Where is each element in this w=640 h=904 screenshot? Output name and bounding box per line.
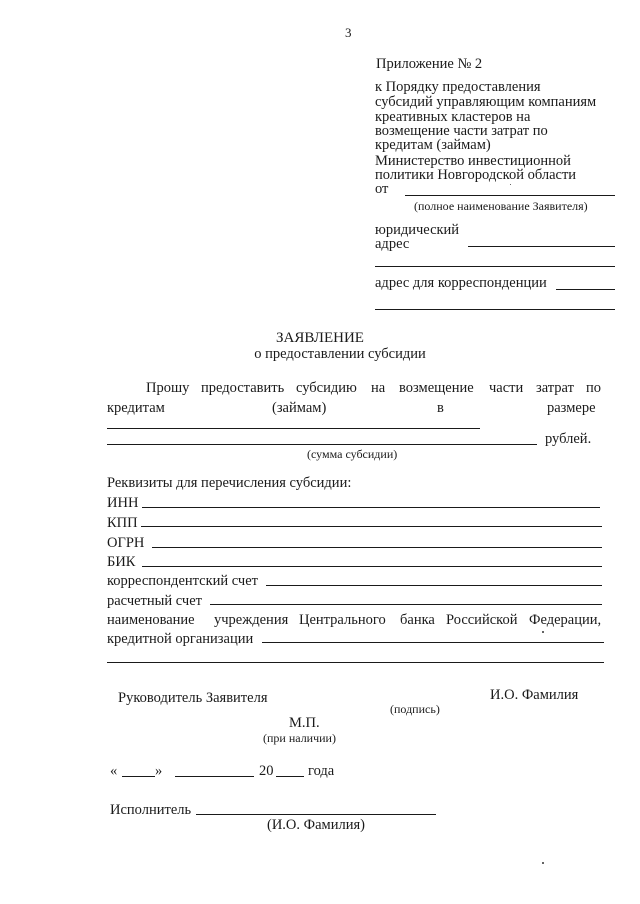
amount-line-2[interactable] [107,444,537,445]
addressee-line-1: Министерство инвестиционной [375,153,571,169]
kpp-label: КПП [107,515,138,531]
executor-caption: (И.О. Фамилия) [267,817,365,833]
legal-address-line-2[interactable] [375,266,615,267]
amount-caption: (сумма субсидии) [307,447,398,461]
ogrn-field[interactable] [152,547,602,548]
bank-word: Российской [446,612,518,628]
date-year-prefix: 20 [259,763,274,779]
request-word: в [437,400,444,416]
signature-caption: (подпись) [390,702,440,716]
credit-org-field[interactable] [262,642,604,643]
credit-org-field-2[interactable] [107,662,604,663]
bank-word: Федерации, [529,612,602,628]
correspondence-address-label: адрес для корреспонденции [375,275,547,291]
ogrn-label: ОГРН [107,535,145,551]
legal-address-label-1: юридический [375,222,460,238]
appendix-line-5: кредитам (займам) [375,137,491,153]
inn-field[interactable] [142,507,600,508]
date-open-quote: « [110,763,118,779]
request-word: части [489,380,524,396]
appendix-line-4: возмещение части затрат по [375,123,548,139]
correspondence-address-line-1[interactable] [556,289,615,290]
settlement-account-label: расчетный счет [107,593,202,609]
request-word: размере [547,400,596,416]
request-word: субсидию [296,380,357,396]
inn-label: ИНН [107,495,139,511]
date-year-suffix: года [308,763,335,779]
request-word: кредитам [107,400,165,416]
request-word: затрат [536,380,574,396]
page-number: 3 [345,25,352,40]
applicant-name-line[interactable] [405,195,615,196]
kpp-field[interactable] [141,526,602,527]
head-name: И.О. Фамилия [490,687,579,703]
addressee-line-2: политики Новгородской области [375,167,577,183]
appendix-line-2: субсидий управляющим компаниям [375,94,597,110]
executor-label: Исполнитель [110,802,192,818]
date-close-quote: » [155,763,163,779]
legal-address-line-1[interactable] [468,246,615,247]
request-word: Прошу [146,380,190,396]
legal-address-label-2: адрес [375,236,410,252]
bik-label: БИК [107,554,136,570]
settlement-account-field[interactable] [210,604,602,605]
bank-word: учреждения [214,612,289,628]
stamp-note: (при наличии) [263,731,336,745]
corr-account-field[interactable] [266,585,602,586]
scan-speck [542,862,544,864]
request-word: возмещение [399,380,474,396]
date-month-field[interactable] [175,776,254,777]
request-word: предоставить [201,380,285,396]
appendix-line-1: к Порядку предоставления [375,79,541,95]
request-word: по [586,380,602,396]
from-label: от [375,181,389,197]
scan-speck [510,184,511,185]
bik-field[interactable] [142,566,602,567]
scan-speck [542,631,544,633]
head-label: Руководитель Заявителя [118,690,268,706]
requisites-heading: Реквизиты для перечисления субсидии: [107,475,352,491]
bank-word: Центрального [299,612,386,628]
applicant-name-caption: (полное наименование Заявителя) [414,199,588,213]
credit-org-label: кредитной организации [107,631,254,647]
request-word: (займам) [272,400,327,416]
appendix-line-3: креативных кластеров на [375,109,531,125]
document-title: ЗАЯВЛЕНИЕ [276,330,364,346]
executor-field[interactable] [196,814,436,815]
appendix-title: Приложение № 2 [376,56,483,72]
document-subtitle: о предоставлении субсидии [254,346,426,362]
bank-word: банка [400,612,435,628]
request-word: на [371,380,386,396]
amount-line-1[interactable] [107,428,480,429]
correspondence-address-line-2[interactable] [375,309,615,310]
stamp-label: М.П. [289,715,320,731]
bank-word: наименование [107,612,195,628]
rubles-label: рублей. [545,431,592,447]
date-year-field[interactable] [276,776,304,777]
corr-account-label: корреспондентский счет [107,573,258,589]
date-day-field[interactable] [122,776,155,777]
